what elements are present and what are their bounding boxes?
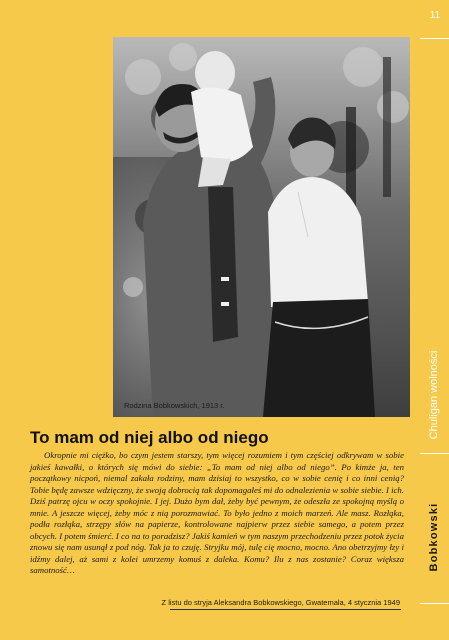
letter-body: Okropnie mi ciężko, bo czym jestem starszy, tym więcej rozumiem i tym częściej odkrywam w sobie jakieś kawałki, o których się mówi do siebie: „To mam od niej albo od niego”. Po kimże ja, ten początkowy nicpoń, niemal zakała rodziny, mam dzisiaj to wszystko, co w sobie cenię i co inni cenią? Tobie będę zawsze wdzięczny, że swoją dobrocią tak dopomagałeś mi do odnalezienia w sobie siebie. I ich. Dziś patrzę ojcu w oczy spokojnie. I jej. Dużo bym dał, żeby być pewnym, że odeszła ze spokojną myślą o mnie. A jeszcze więcej, żeby móc z nią porozmawiać. To było jedno z moich marzeń. Ale masz. Rozłąka, podła rozłąka, strzępy słów na papierze, kontrolowane najpierw przez siebie samego, a potem przez obcych. I potem śmierć. I co na to poradzisz? Jakiś kamień w tym naszym przechodzeniu przez potok życia znowu się nam usunął z pod nóg. Tak ja to czuję. Stryjku mój, tulę cię mocno, mocno. Ano obetrzyjmy łzy i idźmy dalej, aż sami z kolei umrzemy komuś z daleka. Komu? Ilu z nas zostanie? Coraz większa samotność… bbox=[30, 450, 404, 575]
sidebar-rule-top bbox=[420, 38, 449, 39]
author-name: Bobkowski bbox=[428, 502, 440, 572]
letter-source: Z listu do stryja Aleksandra Bobkowskiego, Gwatemala, 4 stycznia 1949 bbox=[161, 598, 400, 607]
sidebar-rule-bottom bbox=[420, 603, 449, 604]
bottom-rule bbox=[170, 609, 401, 610]
photo-caption: Rodzina Bobkowskich, 1913 r. bbox=[124, 401, 225, 410]
series-title: Chuligan wolności bbox=[428, 350, 440, 440]
sidebar bbox=[420, 0, 449, 640]
page-number: 11 bbox=[429, 10, 441, 21]
family-photo bbox=[113, 37, 410, 417]
sidebar-rule-middle bbox=[420, 453, 449, 454]
article-heading: To mam od niej albo od niego bbox=[30, 428, 269, 447]
